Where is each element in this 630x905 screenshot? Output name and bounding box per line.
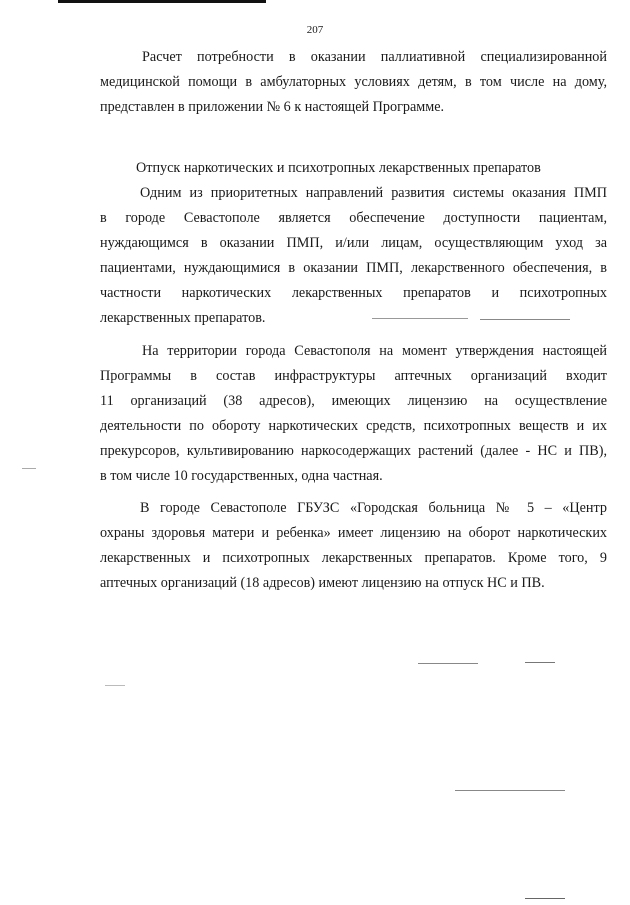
text-line: охраны здоровья матери и ребенка» имеет лицензию на оборот наркотических: [100, 525, 607, 541]
text-line: в городе Севастополе является обеспечение доступности пациентам,: [100, 210, 607, 226]
text-line: пациентами, нуждающимися в оказании ПМП, лекарственного обеспечения, в: [100, 260, 607, 276]
text-line: частности наркотических лекарственных препаратов и психотропных: [100, 285, 607, 301]
text-line: аптечных организаций (18 адресов) имеют лицензию на отпуск НС и ПВ.: [100, 575, 545, 591]
scan-noise: [105, 685, 125, 686]
scan-noise: [372, 318, 468, 319]
text-line: лекарственных препаратов.: [100, 310, 266, 326]
text-line: прекурсоров, культивированию наркосодержащих растений (далее - НС и ПВ),: [100, 443, 607, 459]
scan-noise: [525, 898, 565, 899]
text-line: 11 организаций (38 адресов), имеющих лицензию на осуществление: [100, 393, 607, 409]
text-line: в том числе 10 государственных, одна частная.: [100, 468, 383, 484]
text-line: В городе Севастополе ГБУЗС «Городская больница № 5 – «Центр: [140, 500, 607, 516]
scan-noise: [525, 662, 555, 663]
paragraph-hospital-license: [100, 496, 607, 596]
text-line: На территории города Севастополя на момент утверждения настоящей: [142, 343, 607, 359]
scan-noise: [418, 663, 478, 664]
paragraph-palliative-calculation: [100, 45, 607, 120]
text-line: деятельности по обороту наркотических средств, психотропных веществ и их: [100, 418, 607, 434]
scan-noise: [480, 319, 570, 320]
text-line: нуждающимся в оказании ПМП, и/или лицам, осуществляющим уход за: [100, 235, 607, 251]
section-heading: Отпуск наркотических и психотропных лекарственных препаратов: [136, 160, 541, 176]
text-line: представлен в приложении № 6 к настоящей Программе.: [100, 99, 445, 115]
scan-edge-bar: [58, 0, 266, 3]
text-line: Расчет потребности в оказании паллиативной специализированной: [142, 49, 607, 65]
paragraph-pharmacy-infrastructure: [100, 339, 607, 489]
scan-noise: [455, 790, 565, 791]
text-line: лекарственных и психотропных лекарственных препаратов. Кроме того, 9: [100, 550, 607, 566]
scan-noise: [22, 468, 36, 469]
text-line: медицинской помощи в амбулаторных условиях детям, в том числе на дому,: [100, 74, 607, 90]
text-line: Одним из приоритетных направлений развития системы оказания ПМП: [140, 185, 607, 201]
paragraph-priority-directions: [100, 181, 607, 331]
text-line: Программы в состав инфраструктуры аптечных организаций входит: [100, 368, 607, 384]
page-number: 207: [306, 24, 324, 36]
